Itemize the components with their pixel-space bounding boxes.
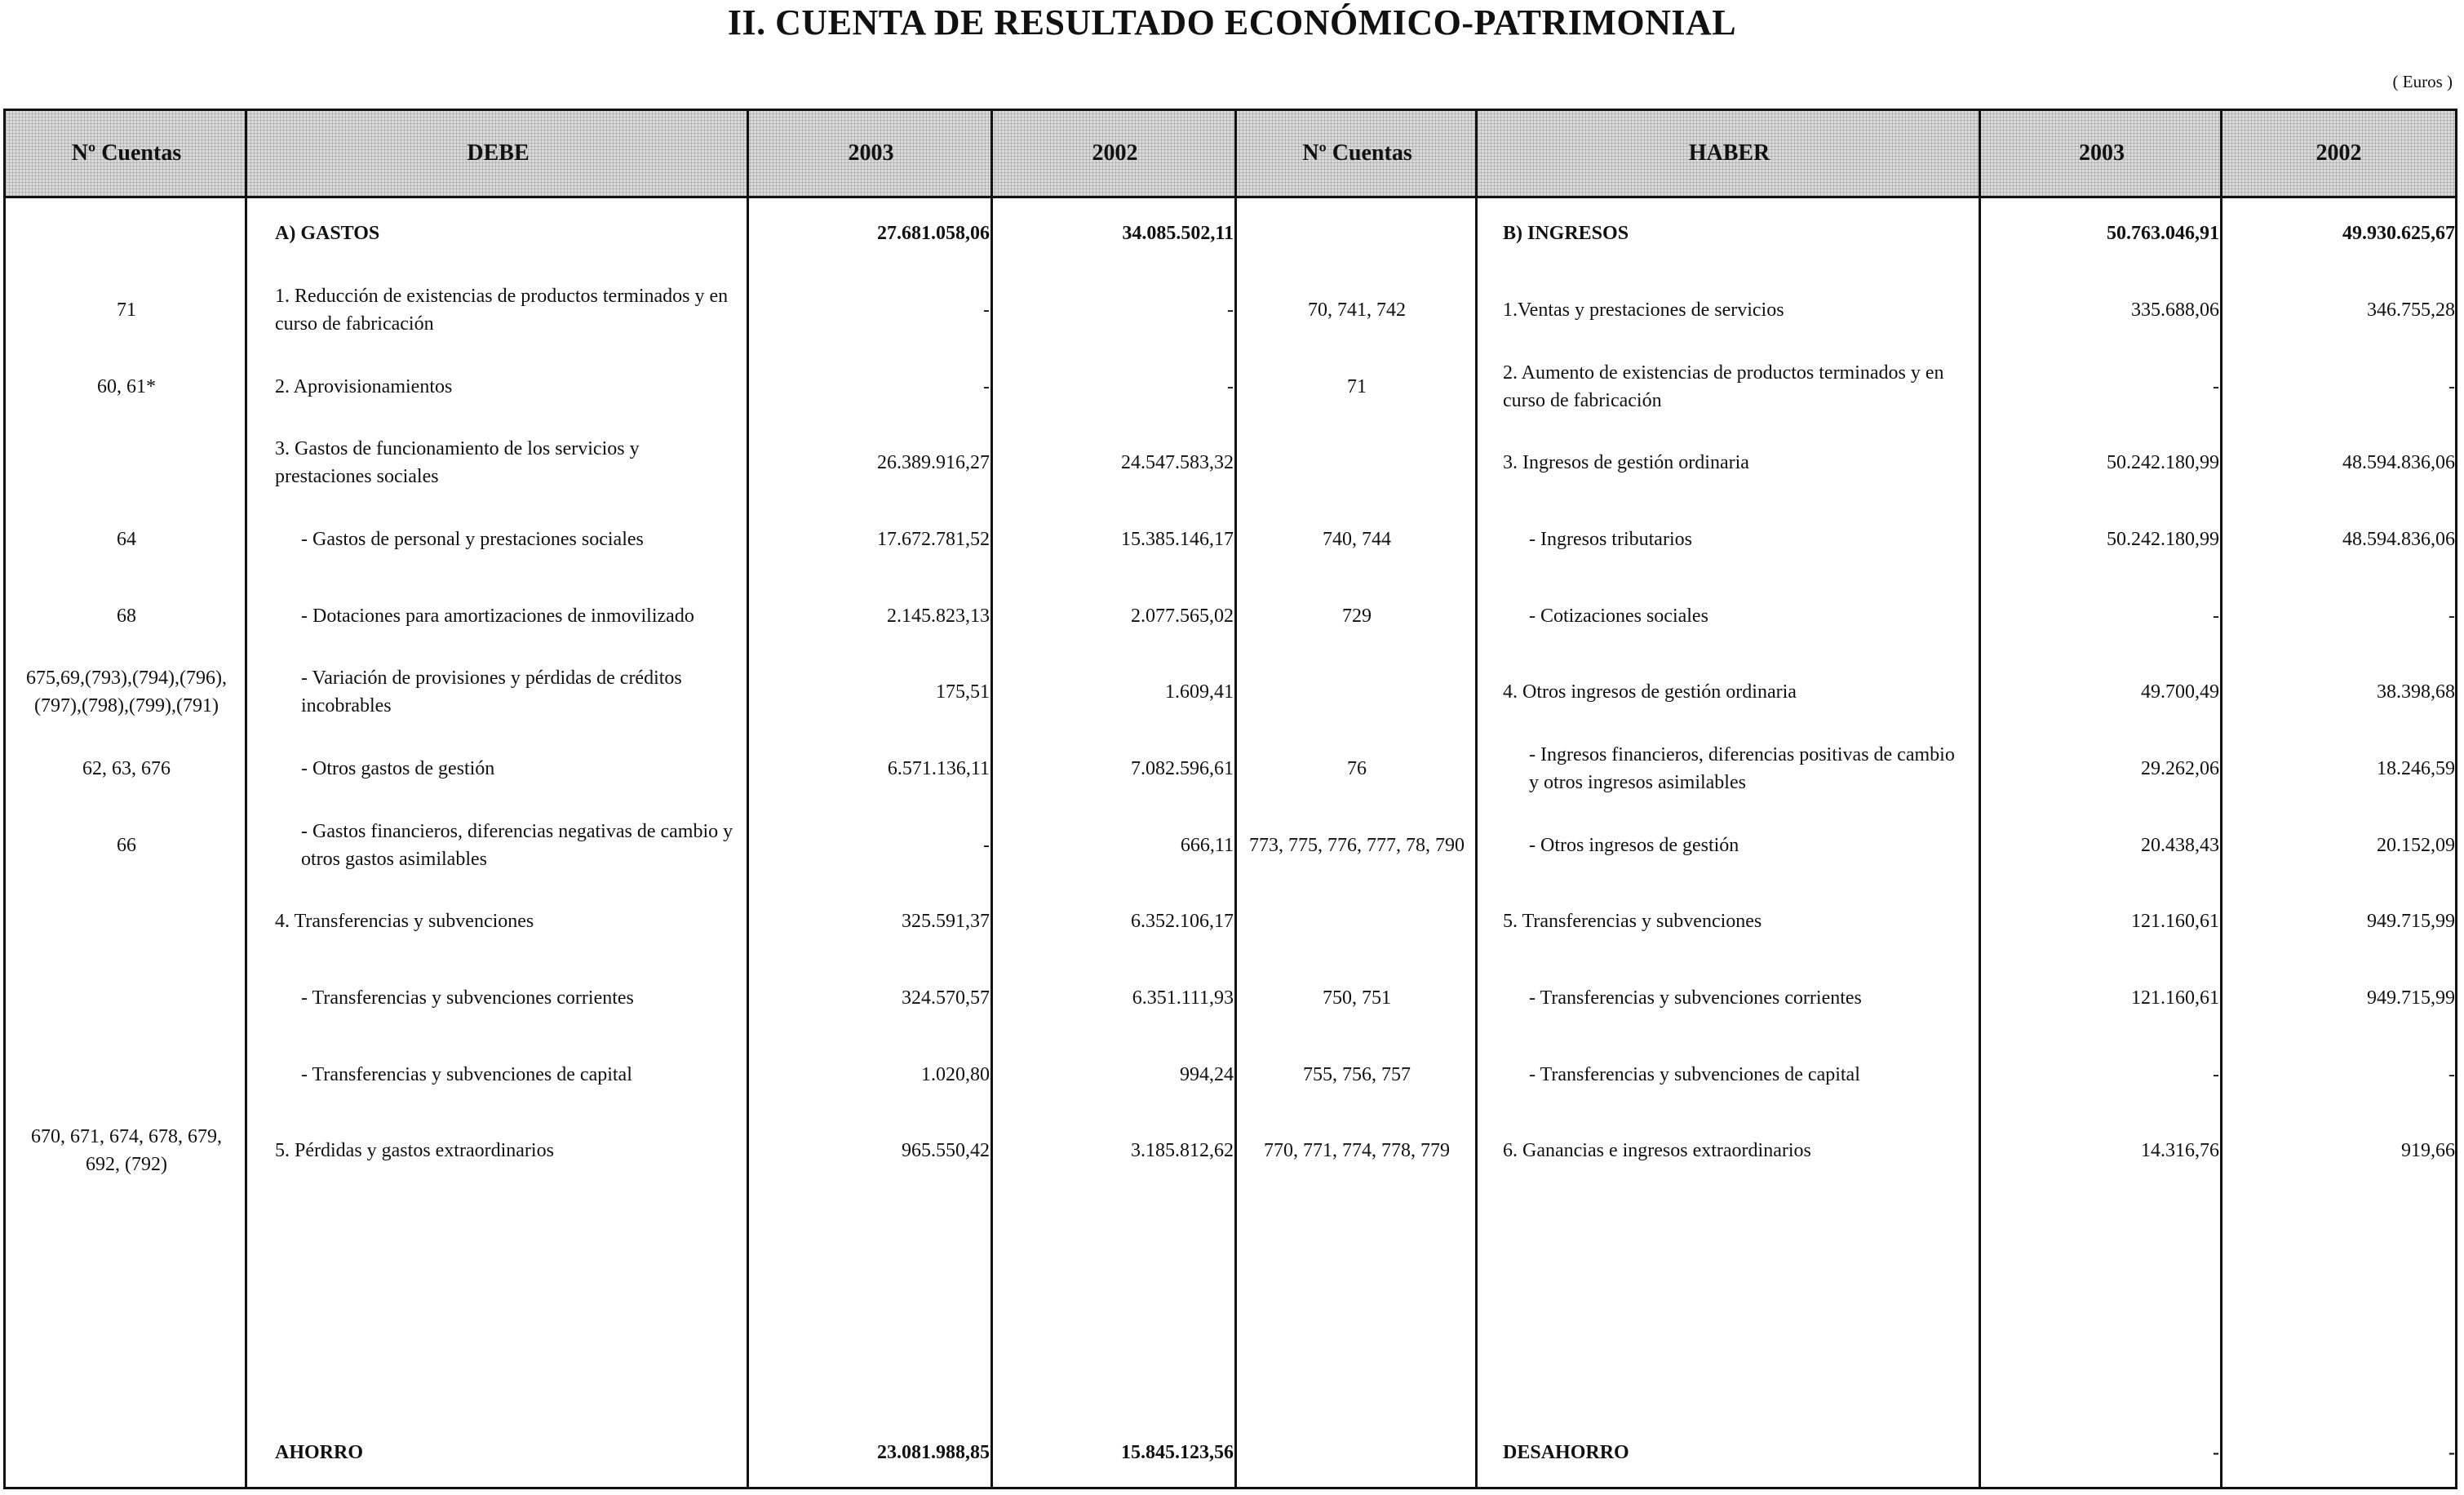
header-2003-left: 2003 (848, 140, 894, 166)
haber-row-concept: B) INGRESOS (1503, 223, 1629, 244)
haber-row-concept: 4. Otros ingresos de gestión ordinaria (1503, 681, 1797, 703)
results-table (3, 109, 2457, 1489)
debe-row-2002: - (1227, 376, 1234, 397)
debe-row-concept: - Dotaciones para amortizaciones de inmovilizado (301, 606, 694, 627)
debe-row-2002: 15.385.146,17 (1121, 529, 1234, 550)
debe-row-2002: 7.082.596,61 (1131, 758, 1234, 779)
header-accounts-right: Nº Cuentas (1302, 140, 1412, 166)
haber-row-concept: 1.Ventas y prestaciones de servicios (1503, 299, 1784, 321)
debe-row-2003: - (983, 376, 990, 397)
header-2002-right: 2002 (2316, 140, 2362, 166)
column-divider (1979, 111, 1981, 1487)
debe-row-2002: 6.352.106,17 (1131, 911, 1234, 932)
table-header (6, 111, 2455, 198)
debe-row-concept: - Variación de provisiones y pérdidas de créditos incobrables (301, 668, 682, 716)
debe-row-2003: 6.571.136,11 (887, 758, 990, 779)
column-divider (1475, 111, 1478, 1487)
debe-row-concept: - Gastos de personal y prestaciones sociales (301, 529, 644, 550)
debe-row-2002: 6.351.111,93 (1132, 987, 1234, 1009)
debe-row-2002: 1.609,41 (1165, 681, 1234, 703)
haber-row-2002: 20.152,09 (2377, 835, 2455, 856)
haber-row-concept: - Transferencias y subvenciones de capital (1529, 1064, 1860, 1085)
haber-row-concept: 3. Ingresos de gestión ordinaria (1503, 452, 1749, 473)
haber-row-accounts: 76 (1347, 758, 1367, 779)
haber-row-2002: 919,66 (2401, 1140, 2455, 1161)
haber-row-2003: 49.700,49 (2141, 681, 2219, 703)
debe-row-concept: - Otros gastos de gestión (301, 758, 495, 779)
haber-row-concept: - Ingresos tributarios (1529, 529, 1692, 550)
debe-row-accounts: 670, 671, 674, 678, 679, 692, (792) (31, 1126, 222, 1175)
debe-row-2003: 2.145.823,13 (887, 606, 990, 627)
debe-row-concept: - Gastos financieros, diferencias negativas de cambio y otros gastos asimilables (301, 821, 733, 870)
debe-row-concept: 4. Transferencias y subvenciones (275, 911, 534, 932)
debe-row-accounts: 675,69,(793),(794),(796),(797),(798),(799),(791) (26, 668, 227, 716)
debe-row-concept: - Transferencias y subvenciones de capital (301, 1064, 632, 1085)
haber-row-2002: - (2448, 606, 2455, 627)
debe-row-accounts: 71 (117, 299, 136, 321)
page-title: II. CUENTA DE RESULTADO ECONÓMICO-PATRIMONIAL (727, 2, 1737, 42)
haber-row-2003: 335.688,06 (2131, 299, 2219, 321)
haber-row-2002: 38.398,68 (2377, 681, 2455, 703)
total-ahorro-2002: 15.845.123,56 (1121, 1442, 1234, 1463)
total-desahorro-2003: - (2213, 1442, 2219, 1463)
column-divider (747, 111, 749, 1487)
currency-unit: ( Euros ) (2392, 72, 2453, 91)
haber-row-accounts: 773, 775, 776, 777, 78, 790 (1249, 835, 1465, 856)
haber-row-2002: - (2448, 1064, 2455, 1085)
total-label-desahorro: DESAHORRO (1503, 1442, 1629, 1463)
haber-row-2003: 50.242.180,99 (2107, 529, 2219, 550)
haber-row-2002: 949.715,99 (2367, 987, 2455, 1009)
column-divider (1234, 111, 1237, 1487)
debe-row-2002: 994,24 (1180, 1064, 1234, 1085)
haber-row-accounts: 770, 771, 774, 778, 779 (1264, 1140, 1450, 1161)
debe-row-2003: 1.020,80 (921, 1064, 990, 1085)
haber-row-concept: 2. Aumento de existencias de productos terminados y en curso de fabricación (1503, 362, 1944, 411)
total-label-ahorro: AHORRO (275, 1442, 363, 1463)
haber-row-2003: 121.160,61 (2131, 911, 2219, 932)
debe-row-2002: 34.085.502,11 (1122, 223, 1234, 244)
header-accounts-left: Nº Cuentas (71, 140, 182, 166)
haber-row-2003: - (2213, 606, 2219, 627)
debe-row-2002: - (1227, 299, 1234, 321)
total-desahorro-2002: - (2448, 1442, 2455, 1463)
debe-row-2002: 24.547.583,32 (1121, 452, 1234, 473)
haber-row-2003: 20.438,43 (2141, 835, 2219, 856)
debe-row-concept: A) GASTOS (275, 223, 380, 244)
haber-row-concept: - Cotizaciones sociales (1529, 606, 1708, 627)
debe-row-2003: - (983, 835, 990, 856)
header-2002-left: 2002 (1092, 140, 1138, 166)
debe-row-concept: 3. Gastos de funcionamiento de los servicios y prestaciones sociales (275, 438, 640, 487)
column-divider (990, 111, 993, 1487)
debe-row-2003: 965.550,42 (902, 1140, 990, 1161)
debe-row-2003: 325.591,37 (902, 911, 990, 932)
haber-row-accounts: 71 (1347, 376, 1367, 397)
haber-row-2002: 48.594.836,06 (2342, 529, 2455, 550)
header-2003-right: 2003 (2079, 140, 2125, 166)
debe-row-2002: 3.185.812,62 (1131, 1140, 1234, 1161)
haber-row-2003: 50.242.180,99 (2107, 452, 2219, 473)
haber-row-concept: - Transferencias y subvenciones corrientes (1529, 987, 1862, 1009)
haber-row-accounts: 729 (1342, 606, 1372, 627)
haber-row-accounts: 755, 756, 757 (1303, 1064, 1411, 1085)
debe-row-accounts: 68 (117, 606, 136, 627)
debe-row-accounts: 60, 61* (97, 376, 156, 397)
haber-row-2002: 18.246,59 (2377, 758, 2455, 779)
debe-row-2002: 2.077.565,02 (1131, 606, 1234, 627)
debe-row-2003: - (983, 299, 990, 321)
column-divider (245, 111, 247, 1487)
debe-row-2003: 26.389.916,27 (877, 452, 990, 473)
haber-row-2002: 346.755,28 (2367, 299, 2455, 321)
haber-row-2003: 14.316,76 (2141, 1140, 2219, 1161)
debe-row-2003: 175,51 (936, 681, 990, 703)
haber-row-accounts: 70, 741, 742 (1308, 299, 1406, 321)
haber-row-concept: 6. Ganancias e ingresos extraordinarios (1503, 1140, 1811, 1161)
debe-row-accounts: 66 (117, 835, 136, 856)
haber-row-2003: 29.262,06 (2141, 758, 2219, 779)
haber-row-2003: 50.763.046,91 (2107, 223, 2219, 244)
haber-row-2003: - (2213, 1064, 2219, 1085)
haber-row-2002: - (2448, 376, 2455, 397)
debe-row-accounts: 64 (117, 529, 136, 550)
haber-row-concept: - Ingresos financieros, diferencias positivas de cambio y otros ingresos asimilables (1529, 744, 1955, 793)
haber-row-2002: 949.715,99 (2367, 911, 2455, 932)
haber-row-2002: 49.930.625,67 (2342, 223, 2455, 244)
debe-row-2003: 17.672.781,52 (877, 529, 990, 550)
column-divider (2220, 111, 2222, 1487)
debe-row-accounts: 62, 63, 676 (82, 758, 171, 779)
header-debe: DEBE (467, 140, 530, 166)
haber-row-2003: 121.160,61 (2131, 987, 2219, 1009)
haber-row-accounts: 740, 744 (1323, 529, 1391, 550)
debe-row-2003: 27.681.058,06 (877, 223, 990, 244)
debe-row-2002: 666,11 (1180, 835, 1234, 856)
haber-row-2002: 48.594.836,06 (2342, 452, 2455, 473)
haber-row-concept: 5. Transferencias y subvenciones (1503, 911, 1762, 932)
haber-row-concept: - Otros ingresos de gestión (1529, 835, 1739, 856)
debe-row-concept: 1. Reducción de existencias de productos terminados y en curso de fabricación (275, 286, 729, 335)
debe-row-concept: 5. Pérdidas y gastos extraordinarios (275, 1140, 554, 1161)
total-ahorro-2003: 23.081.988,85 (877, 1442, 990, 1463)
haber-row-accounts: 750, 751 (1323, 987, 1391, 1009)
debe-row-concept: - Transferencias y subvenciones corrientes (301, 987, 634, 1009)
header-haber: HABER (1688, 140, 1770, 166)
haber-row-2003: - (2213, 376, 2219, 397)
debe-row-concept: 2. Aprovisionamientos (275, 376, 453, 397)
debe-row-2003: 324.570,57 (902, 987, 990, 1009)
